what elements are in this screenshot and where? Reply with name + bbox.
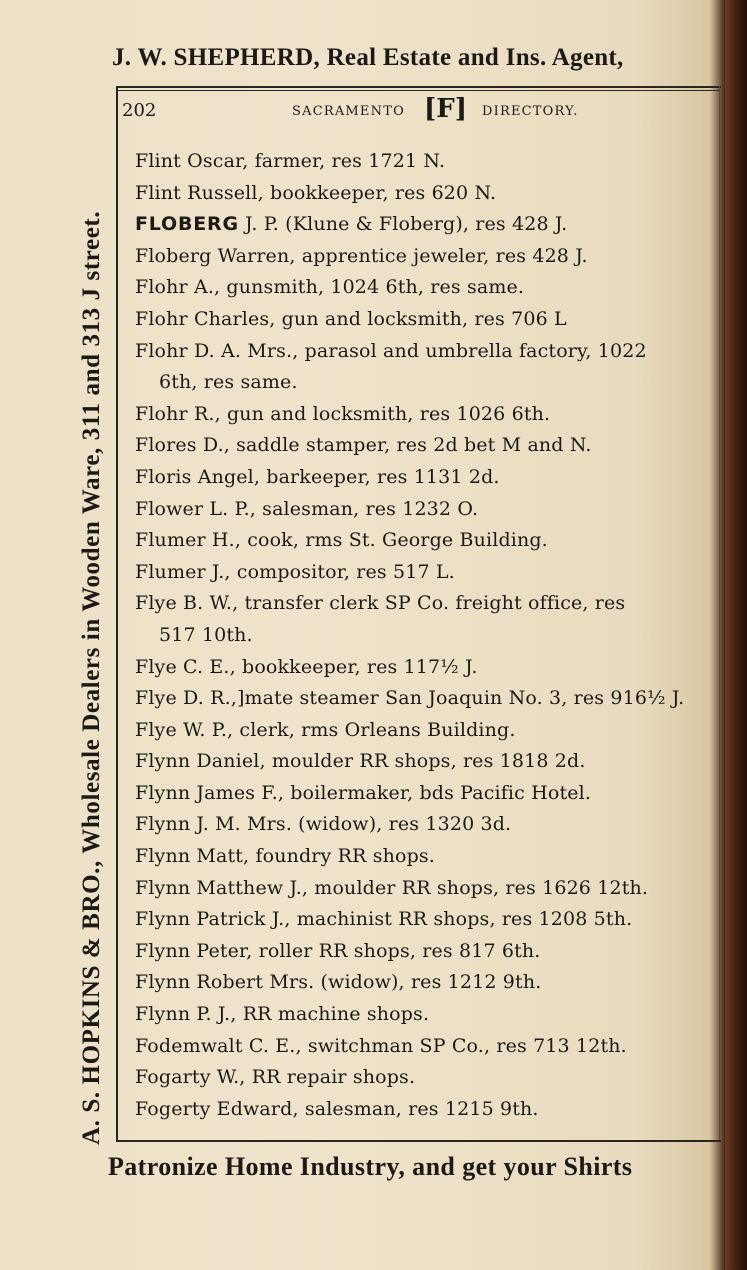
directory-entry xyxy=(135,809,715,841)
entry-text: Flynn Patrick J., machinist RR shops, res 1208 5th. xyxy=(135,908,633,931)
entry-text: Fogerty Edward, salesman, res 1215 9th. xyxy=(135,1097,539,1120)
header-city: SACRAMENTO xyxy=(292,104,405,119)
directory-entry xyxy=(135,241,715,273)
entry-text: 6th, res same. xyxy=(159,371,298,394)
directory-entry xyxy=(135,967,715,999)
entry-text: Flynn J. M. Mrs. (widow), res 1320 3d. xyxy=(135,813,512,836)
entry-text: Flynn Daniel, moulder RR shops, res 1818 2d. xyxy=(135,750,586,773)
entry-text: Flint Oscar, farmer, res 1721 N. xyxy=(135,150,446,172)
directory-entry xyxy=(135,904,715,936)
entry-text: Floberg Warren, apprentice jeweler, res 428 J. xyxy=(135,244,588,267)
header-directory: DIRECTORY. xyxy=(482,104,579,119)
directory-entry xyxy=(135,683,715,715)
directory-entry xyxy=(135,494,715,526)
directory-entry-continuation xyxy=(135,367,715,399)
directory-entry xyxy=(135,209,715,241)
entry-text: Flye W. P., clerk, rms Orleans Building. xyxy=(135,718,516,741)
entry-text: Flye B. W., transfer clerk SP Co. freight office, res xyxy=(135,592,626,615)
entry-text: Flumer J., compositor, res 517 L. xyxy=(135,560,455,583)
directory-entry xyxy=(135,778,715,810)
entry-text: Flohr R., gun and locksmith, res 1026 6th. xyxy=(135,402,551,425)
directory-entry xyxy=(135,1094,715,1126)
directory-entry xyxy=(135,146,715,178)
entry-text: Fodemwalt C. E., switchman SP Co., res 713 12th. xyxy=(135,1034,627,1057)
entry-text: 517 10th. xyxy=(159,623,253,646)
directory-entry xyxy=(135,462,715,494)
directory-entry xyxy=(135,304,715,336)
directory-entry xyxy=(135,178,715,210)
directory-entry xyxy=(135,1031,715,1063)
page-number: 202 xyxy=(122,100,157,121)
directory-entry xyxy=(135,936,715,968)
directory-entry xyxy=(135,873,715,905)
entry-text: Flint Russell, bookkeeper, res 620 N. xyxy=(135,181,497,204)
directory-entry xyxy=(135,557,715,589)
entry-text: Flumer H., cook, rms St. George Building. xyxy=(135,529,548,552)
frame-right-rule xyxy=(719,86,720,1140)
book-spine xyxy=(725,0,747,1270)
frame-double-rule xyxy=(116,90,719,91)
running-header xyxy=(122,94,712,128)
entry-text: Flynn James F., boilermaker, bds Pacific Hotel. xyxy=(135,781,592,804)
directory-entry xyxy=(135,652,715,684)
entry-text: Fogarty W., RR repair shops. xyxy=(135,1066,416,1089)
side-advertisement: A. S. HOPKINS & BRO., Wholesale Dealers in Wooden Ware, 311 and 313 J street. xyxy=(78,210,105,1145)
directory-entry xyxy=(135,399,715,431)
directory-entry xyxy=(135,336,715,368)
entry-text: Flower L. P., salesman, res 1232 O. xyxy=(135,497,479,520)
entry-text: Flynn Peter, roller RR shops, res 817 6th. xyxy=(135,939,541,962)
entry-text: Flores D., saddle stamper, res 2d bet M and N. xyxy=(135,434,592,457)
entry-text: J. P. (Klune & Floberg), res 428 J. xyxy=(238,213,568,236)
directory-entry xyxy=(135,525,715,557)
header-section-letter: [F] xyxy=(424,94,468,124)
entry-text: Flye D. R.,]mate steamer San Joaquin No. 3, res 916½ J. xyxy=(135,687,685,710)
entry-text: Flynn Matthew J., moulder RR shops, res 1626 12th. xyxy=(135,876,649,899)
entry-text: Flohr D. A. Mrs., parasol and umbrella factory, 1022 xyxy=(135,339,647,362)
entry-bold-name: FLOBERG xyxy=(135,213,239,236)
directory-entry xyxy=(135,746,715,778)
entry-text: Flye C. E., bookkeeper, res 117½ J. xyxy=(135,655,478,678)
directory-entry xyxy=(135,841,715,873)
bottom-advertisement: Patronize Home Industry, and get your Shirts xyxy=(108,1152,633,1181)
entry-text: Flohr A., gunsmith, 1024 6th, res same. xyxy=(135,276,525,299)
directory-entries xyxy=(135,146,715,1125)
entry-text: Floris Angel, barkeeper, res 1131 2d. xyxy=(135,465,500,488)
directory-entry xyxy=(135,430,715,462)
entry-text: Flynn Robert Mrs. (widow), res 1212 9th. xyxy=(135,971,542,994)
entry-text: Flohr Charles, gun and locksmith, res 706 L xyxy=(135,307,567,330)
directory-entry-continuation xyxy=(135,620,715,652)
top-advertisement: J. W. SHEPHERD, Real Estate and Ins. Agent, xyxy=(112,44,624,71)
directory-entry xyxy=(135,715,715,747)
directory-entry xyxy=(135,588,715,620)
entry-text: Flynn P. J., RR machine shops. xyxy=(135,1003,430,1026)
directory-entry xyxy=(135,272,715,304)
entry-text: Flynn Matt, foundry RR shops. xyxy=(135,845,435,868)
directory-entry xyxy=(135,999,715,1031)
directory-entry xyxy=(135,1062,715,1094)
